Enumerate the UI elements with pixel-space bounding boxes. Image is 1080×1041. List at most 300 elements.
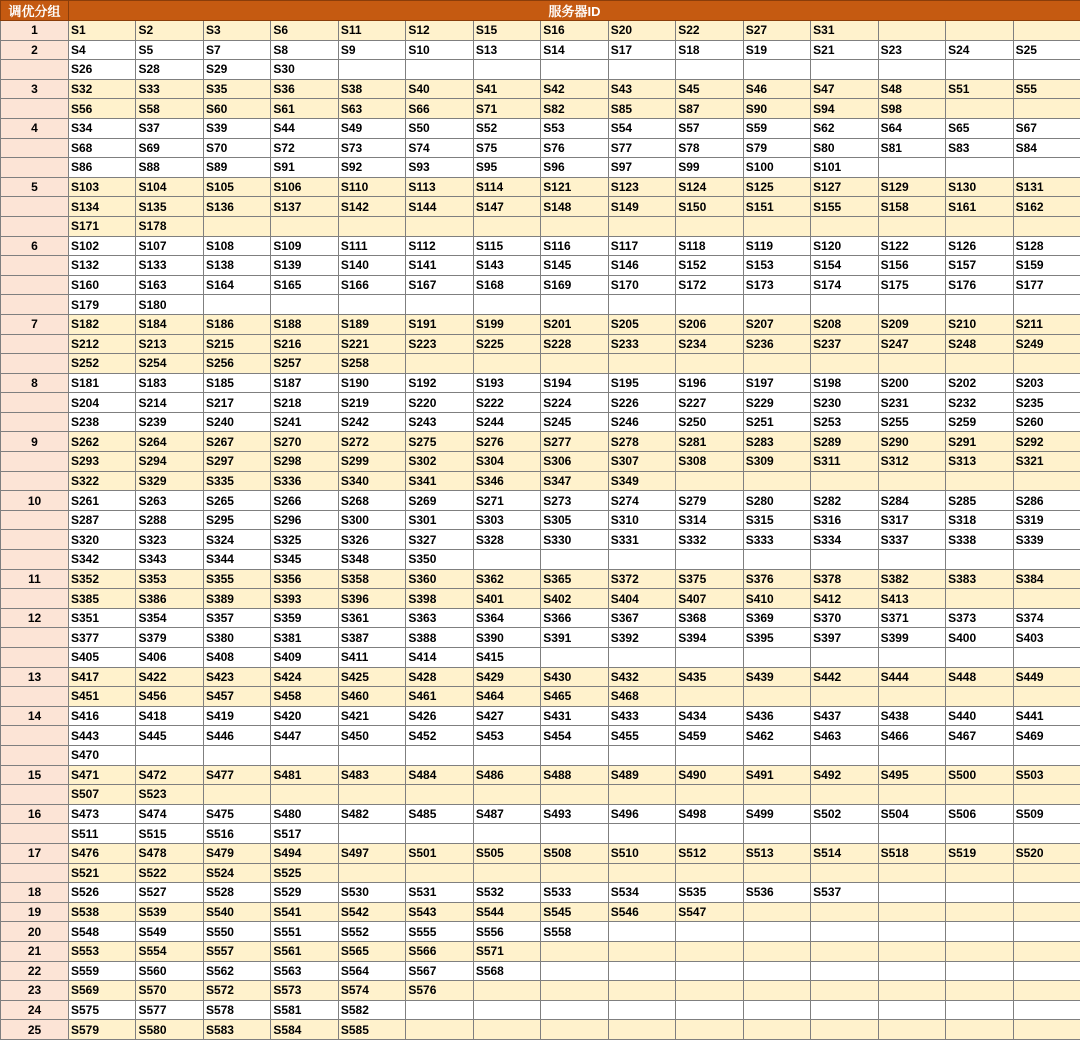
server-id-cell: S340 (338, 471, 405, 491)
server-id-cell (878, 1020, 945, 1040)
server-id-cell (541, 60, 608, 80)
server-id-cell (878, 902, 945, 922)
server-id-cell: S11 (338, 21, 405, 41)
server-id-cell: S22 (676, 21, 743, 41)
server-id-cell: S65 (946, 118, 1013, 138)
server-id-cell: S399 (878, 628, 945, 648)
server-id-cell: S468 (608, 687, 675, 707)
server-id-cell: S143 (473, 256, 540, 276)
group-number-cell (1, 510, 69, 530)
server-id-cell: S272 (338, 432, 405, 452)
server-id-cell: S144 (406, 197, 473, 217)
server-id-cell (676, 60, 743, 80)
group-number-cell (1, 863, 69, 883)
server-id-cell: S510 (608, 843, 675, 863)
server-id-cell: S36 (271, 79, 338, 99)
server-id-cell: S141 (406, 256, 473, 276)
server-id-cell: S193 (473, 373, 540, 393)
server-id-cell (1013, 99, 1080, 119)
server-id-cell (541, 863, 608, 883)
server-id-cell: S92 (338, 158, 405, 178)
server-id-cell: S462 (743, 726, 810, 746)
server-id-cell (878, 1000, 945, 1020)
server-id-cell: S250 (676, 412, 743, 432)
server-id-cell: S249 (1013, 334, 1080, 354)
server-id-cell: S197 (743, 373, 810, 393)
server-id-cell: S164 (203, 275, 270, 295)
server-id-cell: S74 (406, 138, 473, 158)
server-id-cell: S157 (946, 256, 1013, 276)
table-row (1, 452, 1080, 472)
server-id-cell: S383 (946, 569, 1013, 589)
server-id-cell: S518 (878, 843, 945, 863)
server-id-cell: S395 (743, 628, 810, 648)
server-id-cell: S496 (608, 804, 675, 824)
server-id-cell: S407 (676, 589, 743, 609)
server-id-cell: S540 (203, 902, 270, 922)
server-id-cell: S20 (608, 21, 675, 41)
server-id-cell: S45 (676, 79, 743, 99)
server-id-cell: S521 (69, 863, 136, 883)
server-id-cell (878, 216, 945, 236)
server-id-cell: S482 (338, 804, 405, 824)
server-id-cell: S403 (1013, 628, 1080, 648)
server-id-cell: S120 (811, 236, 878, 256)
server-id-cell: S115 (473, 236, 540, 256)
server-id-cell (203, 785, 270, 805)
server-id-cell: S299 (338, 452, 405, 472)
server-id-cell (676, 216, 743, 236)
table-row (1, 432, 1080, 452)
server-id-cell: S34 (69, 118, 136, 138)
table-row (1, 295, 1080, 315)
table-row (1, 648, 1080, 668)
server-id-cell (608, 922, 675, 942)
server-id-cell (676, 981, 743, 1001)
table-row (1, 902, 1080, 922)
server-id-cell: S515 (136, 824, 203, 844)
table-row (1, 236, 1080, 256)
server-id-cell (878, 60, 945, 80)
server-id-cell: S225 (473, 334, 540, 354)
server-id-cell: S473 (69, 804, 136, 824)
server-id-cell: S513 (743, 843, 810, 863)
server-id-cell (743, 1000, 810, 1020)
server-id-cell: S323 (136, 530, 203, 550)
server-id-cell: S339 (1013, 530, 1080, 550)
server-id-cell (743, 295, 810, 315)
server-id-cell: S542 (338, 902, 405, 922)
server-id-cell (676, 550, 743, 570)
server-id-cell (811, 824, 878, 844)
server-id-cell: S414 (406, 648, 473, 668)
server-id-cell: S160 (69, 275, 136, 295)
server-id-cell: S514 (811, 843, 878, 863)
table-row (1, 510, 1080, 530)
server-id-cell: S427 (473, 706, 540, 726)
server-id-cell (811, 295, 878, 315)
server-id-cell: S269 (406, 491, 473, 511)
server-id-cell: S212 (69, 334, 136, 354)
server-id-cell (406, 824, 473, 844)
server-id-cell: S195 (608, 373, 675, 393)
table-row (1, 961, 1080, 981)
server-id-cell: S200 (878, 373, 945, 393)
table-row (1, 334, 1080, 354)
server-id-cell: S385 (69, 589, 136, 609)
server-id-cell: S409 (271, 648, 338, 668)
group-number-cell: 13 (1, 667, 69, 687)
server-id-cell: S552 (338, 922, 405, 942)
server-id-cell: S516 (203, 824, 270, 844)
server-id-cell (541, 785, 608, 805)
server-id-cell (1013, 471, 1080, 491)
server-id-cell: S110 (338, 177, 405, 197)
server-id-cell: S493 (541, 804, 608, 824)
server-id-cell: S99 (676, 158, 743, 178)
table-row (1, 373, 1080, 393)
server-id-cell: S149 (608, 197, 675, 217)
server-id-cell: S81 (878, 138, 945, 158)
server-id-cell: S362 (473, 569, 540, 589)
server-id-cell: S547 (676, 902, 743, 922)
server-id-cell: S386 (136, 589, 203, 609)
server-id-cell: S448 (946, 667, 1013, 687)
server-id-cell (1013, 785, 1080, 805)
server-id-cell (203, 745, 270, 765)
server-id-cell (676, 863, 743, 883)
group-number-cell: 20 (1, 922, 69, 942)
server-id-cell: S444 (878, 667, 945, 687)
server-id-cell: S158 (878, 197, 945, 217)
server-id-cell: S213 (136, 334, 203, 354)
server-id-cell (1013, 1000, 1080, 1020)
server-id-cell: S503 (1013, 765, 1080, 785)
server-id-cell: S573 (271, 981, 338, 1001)
server-id-cell (676, 687, 743, 707)
server-id-cell (811, 745, 878, 765)
server-id-cell: S156 (878, 256, 945, 276)
server-id-cell: S334 (811, 530, 878, 550)
group-number-cell: 16 (1, 804, 69, 824)
server-id-cell: S246 (608, 412, 675, 432)
server-id-cell: S238 (69, 412, 136, 432)
server-id-cell (946, 354, 1013, 374)
server-id-cell: S324 (203, 530, 270, 550)
server-id-cell: S537 (811, 883, 878, 903)
group-number-cell (1, 295, 69, 315)
table-row (1, 804, 1080, 824)
server-id-cell: S130 (946, 177, 1013, 197)
server-id-cell (1013, 687, 1080, 707)
server-id-cell: S39 (203, 118, 270, 138)
server-id-cell (1013, 941, 1080, 961)
server-id-cell: S523 (136, 785, 203, 805)
server-id-cell (136, 745, 203, 765)
server-id-cell: S428 (406, 667, 473, 687)
server-id-cell: S111 (338, 236, 405, 256)
server-id-cell (878, 648, 945, 668)
server-id-cell: S257 (271, 354, 338, 374)
server-id-cell: S397 (811, 628, 878, 648)
server-id-cell: S82 (541, 99, 608, 119)
server-id-cell (946, 785, 1013, 805)
server-id-cell (743, 863, 810, 883)
server-id-cell (473, 981, 540, 1001)
server-id-cell (473, 863, 540, 883)
table-row (1, 197, 1080, 217)
server-id-cell: S372 (608, 569, 675, 589)
table-row (1, 726, 1080, 746)
server-id-cell: S230 (811, 393, 878, 413)
server-id-cell (338, 745, 405, 765)
server-id-cell: S345 (271, 550, 338, 570)
server-id-cell: S469 (1013, 726, 1080, 746)
server-id-cell: S103 (69, 177, 136, 197)
server-id-cell: S434 (676, 706, 743, 726)
server-id-cell (406, 785, 473, 805)
server-id-cell: S557 (203, 941, 270, 961)
server-id-cell (541, 354, 608, 374)
server-id-cell: S338 (946, 530, 1013, 550)
server-id-cell (878, 922, 945, 942)
server-id-cell (203, 295, 270, 315)
server-id-cell: S61 (271, 99, 338, 119)
server-id-cell (406, 354, 473, 374)
server-id-cell: S24 (946, 40, 1013, 60)
server-id-cell (676, 295, 743, 315)
server-id-cell: S377 (69, 628, 136, 648)
server-id-cell (946, 687, 1013, 707)
server-id-cell: S306 (541, 452, 608, 472)
group-number-cell: 14 (1, 706, 69, 726)
table-row (1, 941, 1080, 961)
server-id-cell: S270 (271, 432, 338, 452)
server-id-cell: S481 (271, 765, 338, 785)
server-id-cell: S315 (743, 510, 810, 530)
server-id-cell (743, 745, 810, 765)
server-id-cell (608, 354, 675, 374)
server-id-cell: S239 (136, 412, 203, 432)
server-id-cell: S137 (271, 197, 338, 217)
server-id-cell: S529 (271, 883, 338, 903)
server-id-cell (1013, 21, 1080, 41)
server-id-cell (1013, 216, 1080, 236)
server-id-cell: S175 (878, 275, 945, 295)
server-id-cell: S363 (406, 608, 473, 628)
server-id-cell: S47 (811, 79, 878, 99)
group-number-cell: 3 (1, 79, 69, 99)
server-id-cell: S381 (271, 628, 338, 648)
server-id-cell: S561 (271, 941, 338, 961)
server-id-cell: S44 (271, 118, 338, 138)
server-id-cell: S402 (541, 589, 608, 609)
server-id-cell: S276 (473, 432, 540, 452)
server-id-cell: S394 (676, 628, 743, 648)
server-id-cell: S231 (878, 393, 945, 413)
server-id-cell: S388 (406, 628, 473, 648)
server-id-cell (743, 60, 810, 80)
server-id-cell (676, 961, 743, 981)
server-id-cell (271, 295, 338, 315)
server-id-cell: S575 (69, 1000, 136, 1020)
server-id-cell: S387 (338, 628, 405, 648)
table-row (1, 843, 1080, 863)
server-id-cell: S526 (69, 883, 136, 903)
server-id-cell: S96 (541, 158, 608, 178)
server-id-cell: S508 (541, 843, 608, 863)
server-id-cell: S579 (69, 1020, 136, 1040)
server-id-cell: S133 (136, 256, 203, 276)
server-id-cell: S548 (69, 922, 136, 942)
server-id-cell: S545 (541, 902, 608, 922)
server-id-cell (811, 550, 878, 570)
server-id-cell (1013, 824, 1080, 844)
server-id-cell: S365 (541, 569, 608, 589)
group-number-cell: 23 (1, 981, 69, 1001)
server-id-cell: S322 (69, 471, 136, 491)
server-id-cell: S391 (541, 628, 608, 648)
server-id-cell: S327 (406, 530, 473, 550)
group-column-header: 调优分组 (1, 1, 69, 21)
server-id-cell: S278 (608, 432, 675, 452)
server-id-cell: S163 (136, 275, 203, 295)
table-row (1, 21, 1080, 41)
server-id-cell (946, 745, 1013, 765)
server-id-cell (406, 1000, 473, 1020)
server-id-cell: S484 (406, 765, 473, 785)
server-id-cell: S85 (608, 99, 675, 119)
server-id-cell: S258 (338, 354, 405, 374)
server-id-cell (608, 216, 675, 236)
server-id-cell: S23 (878, 40, 945, 60)
server-id-cell (811, 216, 878, 236)
table-row (1, 79, 1080, 99)
group-number-cell: 6 (1, 236, 69, 256)
server-id-cell: S259 (946, 412, 1013, 432)
table-row (1, 118, 1080, 138)
server-id-cell (811, 1000, 878, 1020)
server-id-cell: S354 (136, 608, 203, 628)
server-id-cell (1013, 1020, 1080, 1040)
server-id-cell: S169 (541, 275, 608, 295)
server-id-cell (406, 1020, 473, 1040)
server-id-cell: S577 (136, 1000, 203, 1020)
server-id-cell (811, 1020, 878, 1040)
server-id-cell: S320 (69, 530, 136, 550)
server-id-cell: S129 (878, 177, 945, 197)
server-id-cell: S504 (878, 804, 945, 824)
server-id-cell: S101 (811, 158, 878, 178)
server-id-cell: S244 (473, 412, 540, 432)
table-row (1, 922, 1080, 942)
server-id-cell (608, 295, 675, 315)
server-id-cell (878, 981, 945, 1001)
group-number-cell (1, 452, 69, 472)
server-id-cell (676, 354, 743, 374)
server-id-cell: S90 (743, 99, 810, 119)
table-row (1, 216, 1080, 236)
server-id-cell: S574 (338, 981, 405, 1001)
server-id-cell: S435 (676, 667, 743, 687)
server-id-cell: S13 (473, 40, 540, 60)
server-id-cell: S500 (946, 765, 1013, 785)
header-row (1, 1, 1080, 21)
server-id-cell (676, 648, 743, 668)
group-number-cell (1, 197, 69, 217)
server-id-cell: S331 (608, 530, 675, 550)
table-row (1, 883, 1080, 903)
server-id-cell: S167 (406, 275, 473, 295)
server-id-cell: S443 (69, 726, 136, 746)
server-id-cell (946, 295, 1013, 315)
server-id-cell: S236 (743, 334, 810, 354)
server-id-cell: S273 (541, 491, 608, 511)
server-id-cell: S255 (878, 412, 945, 432)
server-id-cell (743, 824, 810, 844)
server-id-cell (608, 1020, 675, 1040)
server-id-cell: S125 (743, 177, 810, 197)
server-id-cell: S344 (203, 550, 270, 570)
server-id-cell: S70 (203, 138, 270, 158)
server-id-cell (541, 824, 608, 844)
server-id-cell: S528 (203, 883, 270, 903)
server-id-cell: S186 (203, 314, 270, 334)
server-id-cell (878, 745, 945, 765)
table-row (1, 569, 1080, 589)
server-id-cell: S366 (541, 608, 608, 628)
server-id-cell: S367 (608, 608, 675, 628)
server-id-cell: S470 (69, 745, 136, 765)
server-id-cell: S132 (69, 256, 136, 276)
group-number-cell: 17 (1, 843, 69, 863)
server-id-cell: S254 (136, 354, 203, 374)
server-id-cell: S147 (473, 197, 540, 217)
server-id-cell: S501 (406, 843, 473, 863)
server-id-cell: S430 (541, 667, 608, 687)
server-id-cell: S584 (271, 1020, 338, 1040)
server-id-cell: S415 (473, 648, 540, 668)
server-id-cell: S42 (541, 79, 608, 99)
server-id-cell: S285 (946, 491, 1013, 511)
server-id-cell: S313 (946, 452, 1013, 472)
server-id-cell: S268 (338, 491, 405, 511)
server-id-cell: S243 (406, 412, 473, 432)
server-id-cell: S281 (676, 432, 743, 452)
server-id-cell: S562 (203, 961, 270, 981)
server-id-cell: S148 (541, 197, 608, 217)
server-id-cell: S317 (878, 510, 945, 530)
server-id-cell: S165 (271, 275, 338, 295)
server-id-cell (946, 648, 1013, 668)
server-id-cell: S541 (271, 902, 338, 922)
server-id-cell: S206 (676, 314, 743, 334)
server-id-cell (1013, 745, 1080, 765)
server-id-cell: S347 (541, 471, 608, 491)
server-id-cell: S79 (743, 138, 810, 158)
server-id-cell: S487 (473, 804, 540, 824)
server-id-cell: S54 (608, 118, 675, 138)
server-id-cell: S507 (69, 785, 136, 805)
server-id-cell: S217 (203, 393, 270, 413)
server-id-cell (608, 648, 675, 668)
server-id-cell: S43 (608, 79, 675, 99)
server-id-cell: S10 (406, 40, 473, 60)
server-id-cell: S564 (338, 961, 405, 981)
server-id-cell: S460 (338, 687, 405, 707)
server-id-cell (811, 922, 878, 942)
table-row (1, 530, 1080, 550)
